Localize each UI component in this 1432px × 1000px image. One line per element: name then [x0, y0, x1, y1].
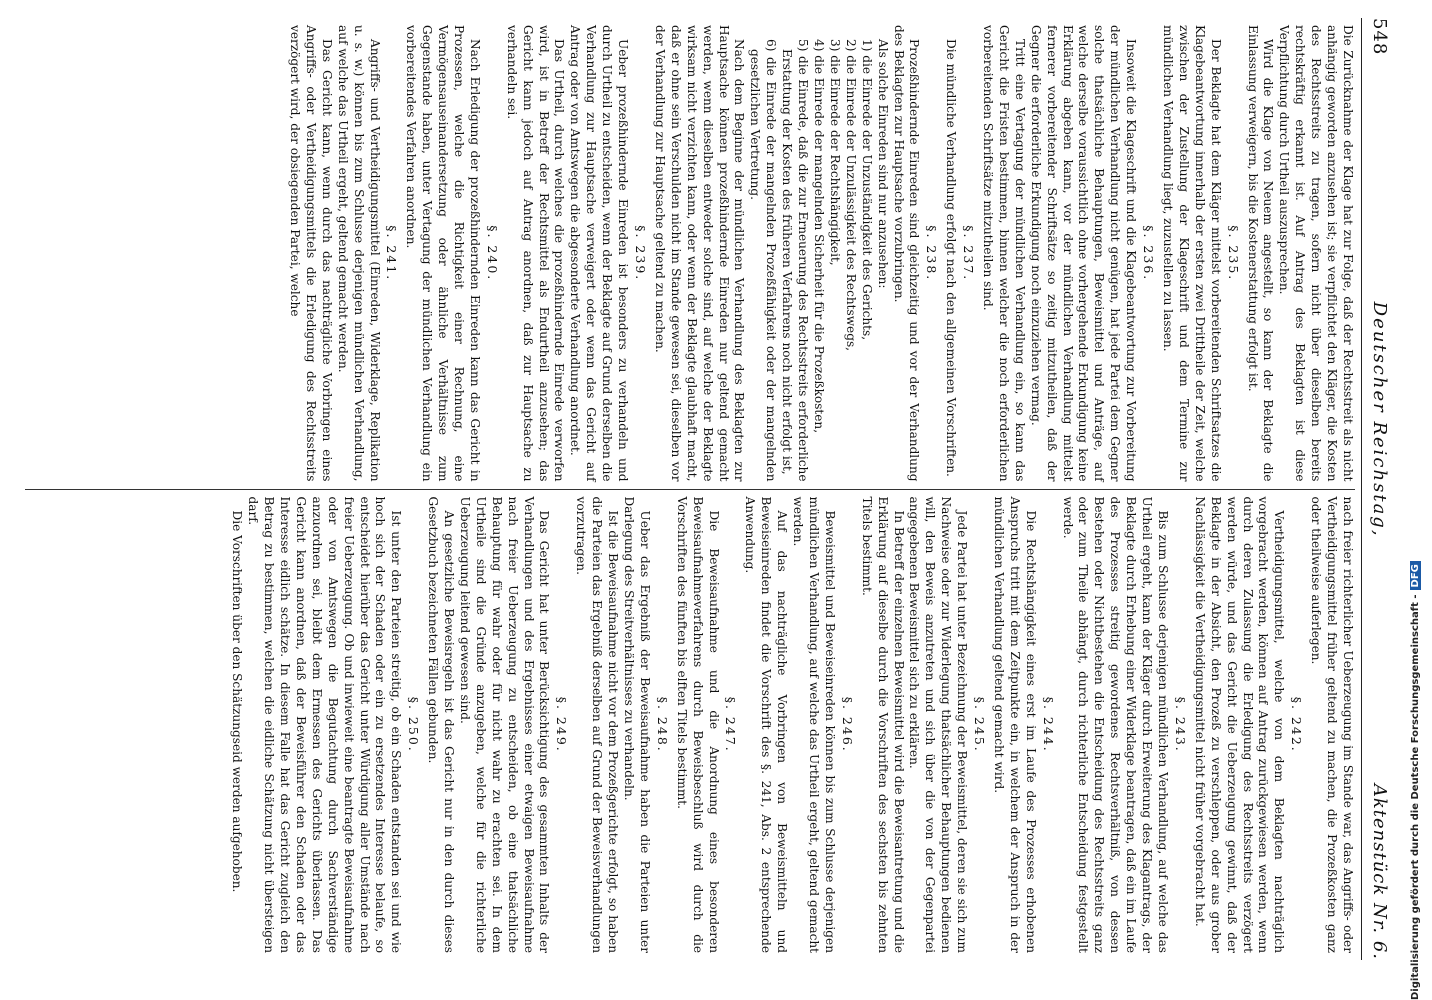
list-item: 5) die Einrede, daß die zur Erneuerung des Rechtsstreits erforderliche Erstattung der Kosten des früheren Verfahrens noch nicht erfolgt ist, [780, 39, 811, 482]
objection-list [746, 25, 873, 482]
paragraph: Auf das nachträgliche Vorbringen von Beweismitteln und Beweiseinreden findet die Vorschrift des §. 241, Abs. 2 entsprechende Anwendung. [743, 496, 790, 953]
text-columns [25, 18, 1355, 960]
list-item: 6) die Einrede der mangelnden Prozeßfähigkeit oder der mangelnden gesetzlichen Vertretung. [748, 39, 779, 482]
section-heading: §. 250. [406, 696, 422, 753]
column-right [25, 489, 1355, 961]
paragraph: Das Gericht kann, wenn durch das nachträgliche Vorbringen eines Angriffs- oder Vertheidigungsmittels die Erledigung des Rechtsstreits verzögert wird, der obsiegenden Partei, welche [288, 25, 334, 482]
paragraph: Die Zurücknahme der Klage hat zur Folge, daß der Rechtsstreit als nicht anhängig geworden anzusehen ist; sie verpflichtet den Kläger, die Kosten des Rechtsstreits zu tragen, sofern nicht über dieselben bereits rechtskräftig erkannt ist. Auf Antrag des Beklagten ist diese Verpflichtung durch Urtheil auszusprechen. [1277, 25, 1355, 482]
paragraph: Das Gericht hat unter Berücksichtigung des gesammten Inhalts der Verhandlungen und des Ergebnisses einer etwaigen Beweisaufnahme nach freier Ueberzeugung zu entscheiden, ob eine thatsächliche Behauptung für wahr oder für nicht wahr zu erachten sei. In dem Urtheile sind die Gründe anzugeben, welche für die richterliche Ueberzeugung leitend gewesen sind. [457, 496, 552, 953]
paragraph: An gesetzliche Beweisregeln ist das Gericht nur in den durch dieses Gesetzbuch bezeichneten Fällen gebunden. [426, 496, 457, 953]
issue-label: Aktenstück Nr. 6. [1369, 783, 1390, 960]
paragraph: Bis zum Schlusse derjenigen mündlichen Verhandlung, auf welche das Urtheil ergeht, kann der Kläger durch Erweiterung des Klagantrags, der Beklagte durch Erhebung einer Widerklage beantragen, daß ein im Laufe des Prozesses streitig gewordenes Rechtsverhältniß, von dessen Bestehen oder Nichtbestehen die Entscheidung des Rechtsstreits ganz oder zum Theile abhängt, durch richterliche Entscheidung festgestellt werde. [1060, 496, 1171, 953]
section-heading: §. 242. [1289, 696, 1305, 753]
section-heading: §. 238. [924, 225, 940, 282]
list-item: 3) die Einrede der Rechtshängigkeit, [827, 39, 842, 266]
paragraph: Insoweit die Klageschrift und die Klagebeantwortung zur Vorbereitung der mündlichen Verhandlung nicht genügen, hat jede Partei dem Gegner solche thatsächliche Behauptungen, Beweismittel und Anträge, auf welche derselbe voraussichtlich ohne vorhergehende Erkundigung keine Erklärung abgeben kann, vor der mündlichen Verhandlung mittelst fernerer vorbereitender Schriftsätze so zeitig mitzutheilen, daß der Gegner die erforderliche Erkundigung noch einzuziehen vermag. [1028, 25, 1139, 482]
list-item: 2) die Einrede der Unzulässigkeit des Rechtswegs, [843, 39, 858, 351]
paragraph: Der Beklagte hat dem Kläger mittelst vorbereitenden Schriftsatzes die Klagebeantwortung innerhalb der ersten zwei Drittheile der Zeit, welche zwischen der Zustellung der Klageschrift und dem Termine zur mündlichen Verhandlung liegt, zuzustellen zu lassen. [1161, 25, 1223, 482]
paragraph: Ist die Beweisaufnahme nicht vor dem Prozeßgerichte erfolgt, so haben die Parteien das Ergebniß derselben auf Grund der Beweisverhandlungen vorzutragen. [574, 496, 621, 953]
paragraph: Nach dem Beginne der mündlichen Verhandlung des Beklagten zur Hauptsache können prozeßhindernde Einreden nur geltend gemacht werden, wenn dieselben entweder solche sind, auf welche der Beklagte wirksam nicht verzichten kann, oder wenn der Beklagte glaubhaft macht, daß er ohne sein Verschulden nicht im Stande gewesen sei, dieselben vor der Verhandlung zur Hauptsache geltend zu machen. [652, 25, 747, 482]
paragraph: Ueber das Ergebniß der Beweisaufnahme haben die Parteien unter Darlegung des Streitverhältnisses zu verhandeln. [622, 496, 652, 953]
funding-note [1410, 320, 1432, 1000]
list-item: 1) die Einrede der Unzuständigkeit des Gerichts, [859, 39, 874, 341]
section-heading: §. 249. [554, 696, 570, 753]
dfg-logo: DFG [1410, 561, 1421, 590]
paragraph: Angriffs- und Vertheidigungsmittel (Einreden, Widerklage, Replikation u. s. w.) können bis zum Schlusse derjenigen mündlichen Verhandlung, auf welche das Urtheil ergeht, geltend gemacht werden. [335, 25, 382, 482]
column-left [25, 18, 1355, 489]
paragraph: Die mündliche Verhandlung erfolgt nach den allgemeinen Vorschriften. [944, 39, 959, 477]
section-heading: §. 245. [972, 696, 988, 753]
paragraph: Die Beweisaufnahme und die Anordnung eines besonderen Beweisaufnahmeverfahrens durch Beweisbeschluß wird durch die Vorschriften des fünften bis elften Titels bestimmt. [674, 496, 721, 953]
section-heading: §. 243. [1172, 696, 1188, 753]
page-title: Deutscher Reichstag, [1369, 301, 1390, 538]
paragraph: Tritt eine Vertagung der mündlichen Verhandlung ein, so kann das Gericht die Fristen bestimmen, binnen welcher die noch erforderlichen vorbereitenden Schriftsätze mitzutheilen sind. [981, 25, 1027, 482]
paragraph: nach freier richterlicher Ueberzeugung im Stande war, das Angriffs- oder Vertheidigungsmittel früher geltend zu machen, die Prozeßkosten ganz oder theilweise auferlegen. [1309, 496, 1355, 953]
section-heading: §. 235. [1225, 225, 1241, 282]
section-heading: §. 244. [1040, 696, 1056, 753]
page-header [1361, 18, 1390, 960]
paragraph: Das Urtheil, durch welches die prozeßhindernde Einrede verworfen wird, ist in Betreff der Rechtsmittel als Endurtheil anzusehen; das Gericht kann jedoch auf Antrag anordnen, daß zur Hauptsache zu verhandeln sei. [504, 25, 567, 482]
section-heading: §. 241. [384, 225, 400, 282]
list-item: 4) die Einrede der mangelnden Sicherheit für die Prozeßkosten, [812, 39, 826, 434]
section-heading: §. 247. [723, 696, 739, 753]
section-heading: §. 240. [484, 225, 500, 282]
paragraph: Prozeßhindernde Einreden sind gleichzeitig und vor der Verhandlung des Beklagten zur Hauptsache vorzubringen. [891, 25, 922, 482]
paragraph: Ueber prozeßhindernde Einreden ist besonders zu verhandeln und durch Urtheil zu entscheiden, wenn der Beklagte auf Grund derselben die Verhandlung zur Hauptsache verweigert oder wenn das Gericht auf Antrag oder von Amtswegen die abgesonderte Verhandlung anordnet. [568, 25, 631, 482]
paragraph: Die Vorschriften über den Schätzungseid werden aufgehoben. [230, 510, 245, 893]
section-heading: §. 246. [839, 696, 855, 753]
paragraph: Wird die Klage von Neuem angestellt, so kann der Beklagte die Einlassung verweigern, bis die Kostenerstattung erfolgt ist. [1245, 25, 1276, 482]
paragraph: Als solche Einreden sind nur anzusehen: [875, 39, 890, 289]
paragraph: Vertheidigungsmittel, welche von dem Beklagten nachträglich vorgebracht werden, können auf Antrag zurückgewiesen werden, wenn durch deren Zulassung die Erledigung des Rechtsstreits verzögert werden würde, und das Gericht die Ueberzeugung gewinnt, daß der Beklagte in der Absicht, den Prozeß zu verschleppen, oder aus grober Nachlässigkeit die Vertheidigungsmittel nicht früher vorgebracht hat. [1192, 496, 1287, 953]
paragraph: Jede Partei hat unter Bezeichnung der Beweismittel, deren sie sich zum Nachweise oder zur Widerlegung thatsächlicher Behauptungen bedienen will, den Beweis anzutreten und sich über die von der Gegenpartei angegebenen Beweismittel sich zu erklären. [907, 496, 970, 953]
funding-text: Digitalisierung gefördert durch die Deutsche Forschungsgemeinschaft - [1410, 594, 1421, 1000]
section-heading: §. 248. [654, 696, 670, 753]
paragraph: Beweismittel und Beweiseinreden können bis zum Schlusse derjenigen mündlichen Verhandlung, auf welche das Urtheil ergeht, geltend gemacht werden. [791, 496, 837, 953]
paragraph: Ist unter den Parteien streitig, ob ein Schaden entstanden sei und wie hoch sich der Schaden oder ein zu ersetzendes Interesse belaufe, so entscheidet hierüber das Gericht unter Würdigung aller Umstände nach freier Ueberzeugung. Ob und inwieweit eine beantragte Beweisaufnahme oder von Amtswegen die Begutachtung durch Sachverständige anzuordnen sei, bleibt dem Ermessen des Gerichts überlassen. Das Gericht kann anordnen, daß der Beweisführer den Schaden oder das Interesse eidlich schätze. In diesem Falle hat das Gericht zugleich den Betrag zu bestimmen, welchen die eidliche Schätzung nicht übersteigen darf. [246, 496, 404, 953]
paragraph: In Betreff der einzelnen Beweismittel wird die Beweisantretung und die Erklärung auf dieselbe durch die Vorschriften des sechsten bis zehnten Titels bestimmt. [859, 496, 906, 953]
paragraph: Nach Erledigung der prozeßhindernden Einreden kann das Gericht in Prozessen, welche die Richtigkeit einer Rechnung, eine Vermögensauseinandersetzung oder ähnliche Verhältnisse zum Gegenstande haben, unter Vertagung der mündlichen Verhandlung ein vorbereitendes Verfahren anordnen. [404, 25, 482, 482]
section-heading: §. 239. [633, 225, 649, 282]
paragraph: Die Rechtshängigkeit eines erst im Laufe des Prozesses erhobenen Anspruchs tritt mit dem Zeitpunkte ein, in welchem der Anspruch in der mündlichen Verhandlung geltend gemacht wird. [991, 496, 1038, 953]
section-heading: §. 237. [961, 225, 977, 282]
section-heading: §. 236. [1141, 225, 1157, 282]
page-number: 548 [1369, 18, 1390, 56]
